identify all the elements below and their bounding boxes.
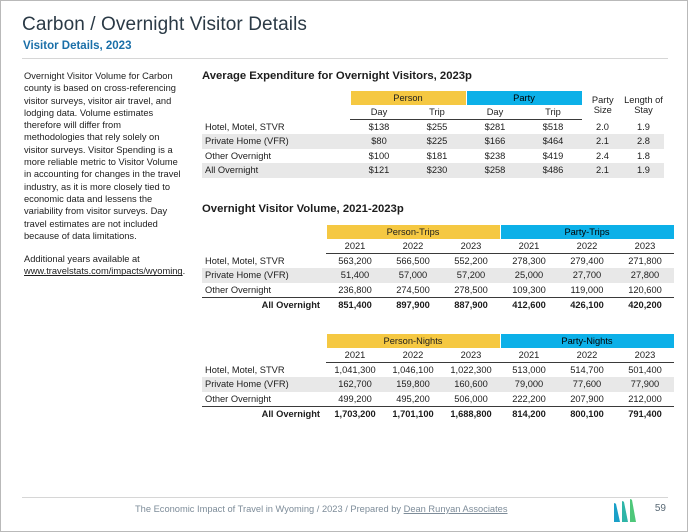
cell-value: 51,400: [326, 268, 384, 283]
table-group-header-row: [202, 91, 664, 106]
cell-value: 120,600: [628, 284, 662, 295]
cell-value: 1,022,300: [450, 365, 492, 375]
cell-value: 27,700: [558, 268, 616, 283]
cell-party-size: 2.0: [596, 121, 609, 132]
spacer-cell: [202, 225, 326, 240]
dean-runyan-link[interactable]: Dean Runyan Associates: [403, 504, 508, 514]
cell-value: 506,000: [454, 393, 488, 404]
cell-value: $100: [368, 150, 390, 161]
cell-value: 1,041,300: [334, 365, 376, 375]
column-header: 2023: [616, 348, 674, 363]
cell-value: 426,100: [558, 297, 616, 312]
cell-value: 1,701,100: [384, 406, 442, 421]
table-row: [202, 134, 664, 149]
cell-value: $230: [408, 163, 466, 178]
column-header: 2022: [384, 239, 442, 254]
volume-section-heading: Overnight Visitor Volume, 2021-2023p: [202, 203, 404, 215]
cell-value: $464: [524, 134, 582, 149]
cell-value: 162,700: [326, 377, 384, 392]
cell-value: 77,600: [558, 377, 616, 392]
group-header-party-nights: Party-Nights: [500, 334, 674, 349]
cell-value: 499,200: [338, 393, 372, 404]
cell-value: 279,400: [570, 256, 604, 266]
column-header: 2021: [500, 348, 558, 363]
table-column-header-row: [202, 348, 674, 363]
additional-years-paragraph: [24, 253, 186, 278]
group-header-person-nights: Person-Nights: [326, 334, 500, 349]
row-label: Private Home (VFR): [202, 134, 350, 149]
cell-value: 514,700: [570, 365, 604, 375]
row-label: Private Home (VFR): [202, 268, 326, 283]
page-number: 59: [654, 503, 666, 514]
column-header: 2021: [326, 348, 384, 363]
cell-value: $518: [542, 122, 564, 132]
column-header: 2023: [442, 239, 500, 254]
table-group-header-row: [202, 225, 674, 240]
cell-value: $166: [466, 134, 524, 149]
table-row: [202, 268, 674, 283]
cell-value: $80: [350, 134, 408, 149]
cell-value: 57,200: [442, 268, 500, 283]
cell-value: 160,600: [442, 377, 500, 392]
table-column-header-row: [202, 239, 674, 254]
cell-value: $486: [524, 163, 582, 178]
page-title: Carbon / Overnight Visitor Details: [22, 14, 308, 35]
cell-value: 25,000: [500, 268, 558, 283]
cell-value: $258: [466, 163, 524, 178]
cell-value: 800,100: [558, 406, 616, 421]
cell-value: 77,900: [616, 377, 674, 392]
cell-value: 814,200: [500, 406, 558, 421]
row-label: Other Overnight: [205, 150, 272, 161]
group-header-length-of-stay: Length of Stay: [624, 95, 663, 115]
travelstats-link[interactable]: www.travelstats.com/impacts/wyoming: [24, 266, 183, 277]
column-header: 2022: [558, 239, 616, 254]
cell-value: 79,000: [500, 377, 558, 392]
cell-value: 851,400: [326, 297, 384, 312]
column-header: Day: [466, 105, 524, 120]
row-label: All Overnight: [202, 163, 350, 178]
group-header-party: Party: [466, 91, 582, 106]
cell-value: 109,300: [512, 284, 546, 295]
cell-value: $121: [350, 163, 408, 178]
cell-value: $281: [484, 122, 506, 132]
cell-value: 159,800: [384, 377, 442, 392]
person-trips-party-trips-table: [202, 224, 675, 312]
cell-value: 1,046,100: [392, 365, 434, 375]
cell-value: 207,900: [570, 393, 604, 404]
group-header-person-trips: Person-Trips: [326, 225, 500, 240]
cell-value: 212,000: [628, 393, 662, 404]
table-group-header-row: [202, 334, 674, 349]
cell-value: 563,200: [338, 256, 372, 266]
row-label: All Overnight: [202, 297, 326, 312]
column-header: 2023: [616, 239, 674, 254]
column-header: 2022: [558, 348, 616, 363]
average-expenditure-table: [202, 90, 664, 178]
cell-value: 420,200: [616, 297, 674, 312]
cell-value: $419: [542, 150, 564, 161]
group-header-party-trips: Party-Trips: [500, 225, 674, 240]
row-label: Hotel, Motel, STVR: [205, 364, 285, 375]
cell-value: 897,900: [384, 297, 442, 312]
cell-value: 552,200: [454, 256, 488, 266]
cell-value: 271,800: [628, 256, 662, 266]
column-header: 2023: [442, 348, 500, 363]
person-nights-party-nights-table: [202, 333, 675, 421]
header-divider: [22, 58, 668, 59]
page-subtitle: Visitor Details, 2023: [23, 40, 132, 52]
cell-value: 791,400: [616, 406, 674, 421]
cell-value: $238: [484, 150, 506, 161]
cell-length-of-stay: 1.9: [623, 163, 664, 178]
table-row: [202, 363, 674, 378]
column-header: 2022: [384, 348, 442, 363]
spacer-cell: [202, 91, 350, 106]
cell-value: 278,300: [512, 256, 546, 266]
table-row: [202, 283, 674, 298]
footer-caption-lead: The Economic Impact of Travel in Wyoming / 2023 / Prepared by: [135, 504, 404, 514]
table-row: [202, 392, 674, 407]
cell-value: 501,400: [628, 365, 662, 375]
table-total-row: [202, 297, 674, 312]
cell-length-of-stay: 1.8: [637, 150, 650, 161]
cell-value: 1,688,800: [442, 406, 500, 421]
cell-value: 57,000: [384, 268, 442, 283]
cell-party-size: 2.4: [596, 150, 609, 161]
row-label: Hotel, Motel, STVR: [205, 255, 285, 266]
table-row: [202, 377, 674, 392]
row-label: All Overnight: [202, 406, 326, 421]
cell-party-size: 2.1: [582, 134, 623, 149]
table-row: [202, 254, 674, 269]
expenditure-section-heading: Average Expenditure for Overnight Visitors, 2023p: [202, 70, 472, 82]
cell-value: 566,500: [396, 256, 430, 266]
cell-value: $255: [426, 122, 448, 132]
row-label: Private Home (VFR): [202, 377, 326, 392]
additional-years-lead: Additional years available at: [24, 254, 140, 265]
table-row: [202, 120, 664, 135]
cell-value: 119,000: [570, 284, 604, 295]
column-header: 2021: [500, 239, 558, 254]
spacer-cell: [202, 105, 350, 120]
table-total-row: [202, 406, 674, 421]
spacer-cell: [202, 334, 326, 349]
cell-value: 274,500: [396, 284, 430, 295]
spacer-cell: [202, 239, 326, 254]
cell-value: 513,000: [512, 365, 546, 375]
methodology-paragraph: Overnight Visitor Volume for Carbon county is based on cross-referencing visitor surveys, visitor air travel, and lodging data. Volume estimates therefore will differ from methodologies that rely solely on visitor surveys. Visitor Spending is a more reliable metric to Visitor Volume in accounting for changes in the travel industry, as it is more closely tied to economic data and lessens the variability from visitor surveys. Day travel estimates are not included because of data limitations.: [24, 71, 181, 241]
cell-value: $181: [426, 150, 448, 161]
table-row: [202, 163, 664, 178]
cell-value: 495,200: [396, 393, 430, 404]
spacer-cell: [202, 348, 326, 363]
cell-value: 412,600: [500, 297, 558, 312]
cell-value: 278,500: [454, 284, 488, 295]
cell-value: 27,800: [616, 268, 674, 283]
cell-value: $225: [408, 134, 466, 149]
cell-value: 1,703,200: [326, 406, 384, 421]
cell-length-of-stay: 1.9: [637, 121, 650, 132]
cell-party-size: 2.1: [582, 163, 623, 178]
group-header-person: Person: [350, 91, 466, 106]
cell-value: 236,800: [338, 284, 372, 295]
cell-length-of-stay: 2.8: [623, 134, 664, 149]
brand-logo-icon: [610, 498, 644, 522]
column-header: 2021: [326, 239, 384, 254]
column-header: Day: [350, 105, 408, 120]
row-label: Hotel, Motel, STVR: [205, 121, 285, 132]
group-header-party-size: Party Size: [591, 95, 614, 115]
row-label: Other Overnight: [205, 393, 272, 404]
footer-caption: [135, 504, 508, 514]
table-row: [202, 149, 664, 164]
row-label: Other Overnight: [205, 284, 272, 295]
column-header: Trip: [524, 105, 582, 120]
cell-value: 887,900: [442, 297, 500, 312]
cell-value: $138: [368, 122, 390, 132]
additional-years-tail: .: [182, 266, 186, 277]
methodology-note: [24, 70, 186, 289]
footer-divider: [22, 497, 668, 498]
cell-value: 222,200: [512, 393, 546, 404]
column-header: Trip: [408, 105, 466, 120]
